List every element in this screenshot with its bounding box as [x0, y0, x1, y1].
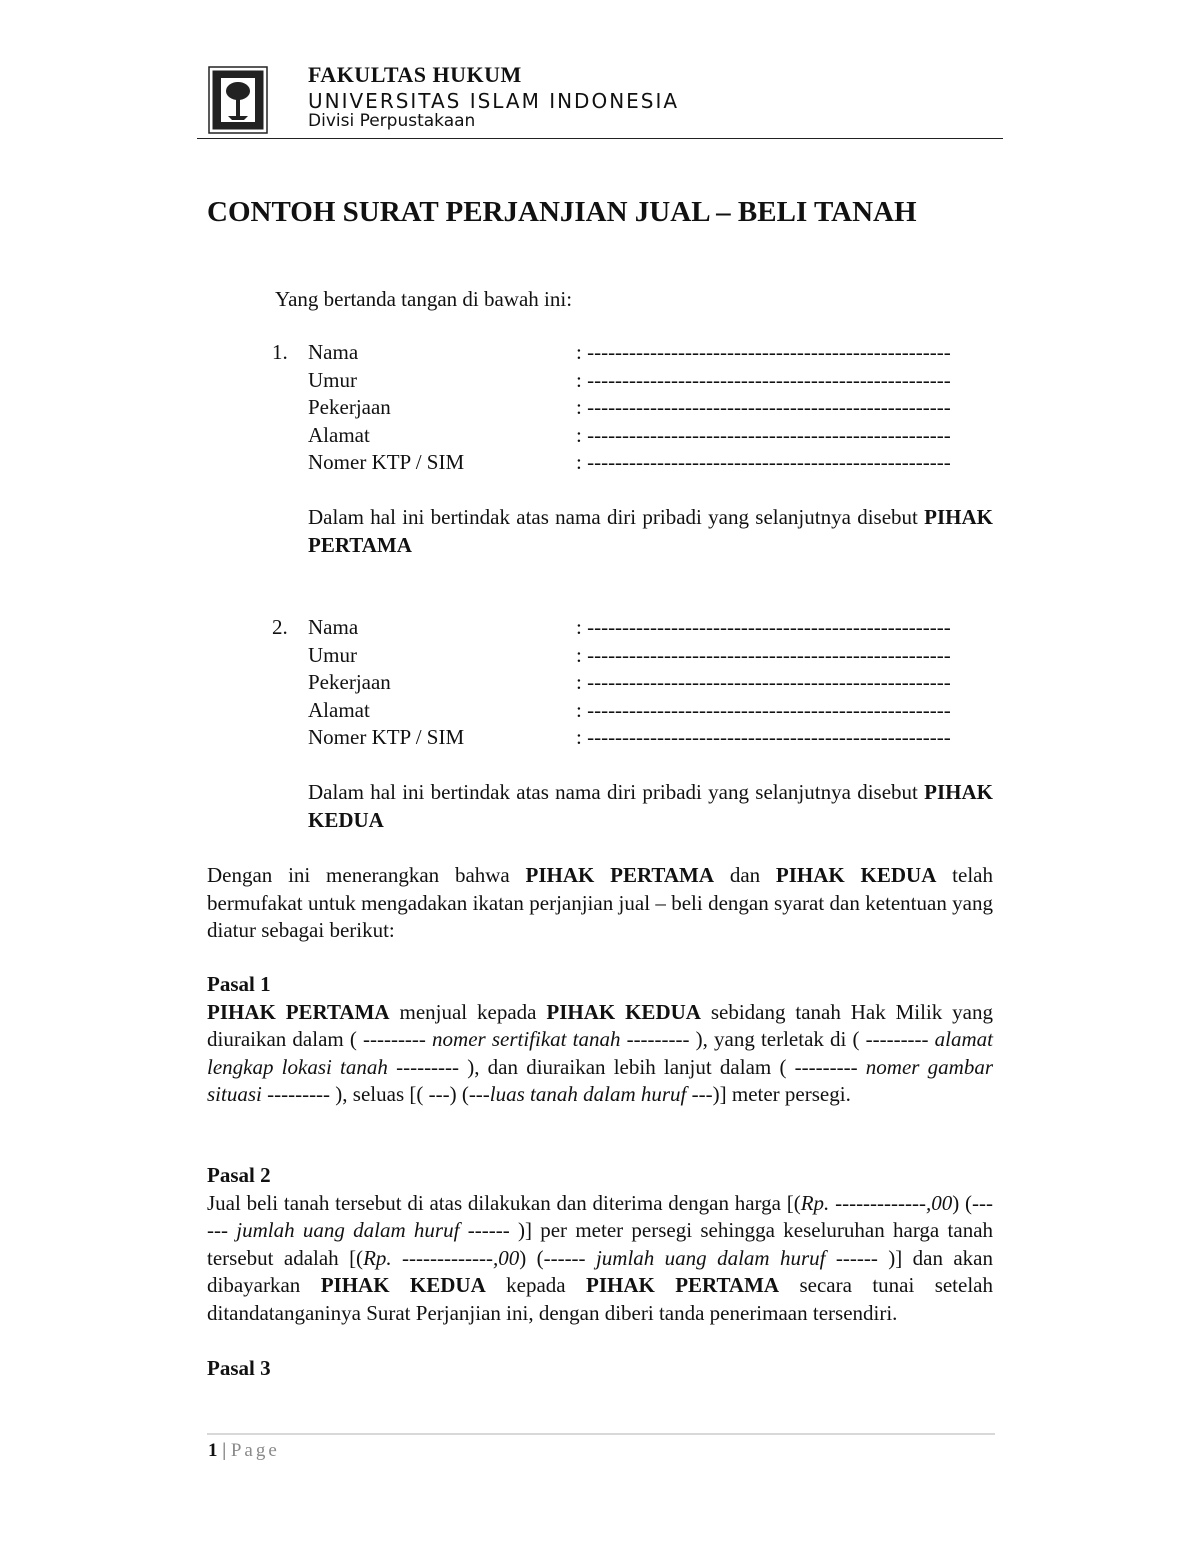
pasal-body — [207, 999, 993, 1109]
faculty-name: FAKULTAS HUKUM — [308, 62, 522, 87]
party-description-text: Dalam hal ini bertindak atas nama diri pribadi yang selanjutnya disebut — [308, 505, 925, 529]
field-label: Pekerjaan — [308, 670, 391, 694]
university-seal-logo — [208, 66, 268, 134]
party-description-text: Dalam hal ini bertindak atas nama diri pribadi yang selanjutnya disebut — [308, 780, 925, 804]
party-designation: PIHAK PERTAMA — [308, 505, 993, 557]
agreement-statement — [207, 862, 993, 945]
party-number: 2. — [272, 615, 288, 639]
intro-text: Yang bertanda tangan di bawah ini: — [275, 287, 573, 311]
field-blank: : ---------------------------------------------------- — [576, 725, 951, 749]
pasal-text: sebidang tanah Hak Milik yang diuraikan dalam ( --------- — [207, 999, 993, 1051]
letterhead — [308, 64, 679, 130]
pasal-text: secara tunai setelah ditandatanganinya Surat Perjanjian ini, dengan diberi tanda penerimaan tersendiri. — [207, 1273, 993, 1325]
header-divider — [197, 138, 1003, 139]
pasal-text: --------- ), yang terletak di ( --------- — [620, 1027, 935, 1051]
pasal-2-section — [207, 1162, 993, 1327]
placeholder-text: jumlah uang dalam huruf — [236, 1218, 460, 1242]
field-label: Nomer KTP / SIM — [308, 450, 465, 474]
field-label: Alamat — [308, 697, 370, 722]
division-name: Divisi Perpustakaan — [308, 111, 476, 131]
pasal-text: kepada — [485, 1273, 586, 1297]
pasal-heading: Pasal 1 — [207, 972, 271, 996]
pasal-text: ) (------ — [207, 1190, 993, 1242]
party-number: 1. — [272, 340, 288, 364]
placeholder-text: nomer gambar situasi — [207, 1054, 993, 1106]
pasal-text: ---)] meter persegi. — [686, 1082, 851, 1106]
document-title: CONTOH SURAT PERJANJIAN JUAL – BELI TANAH — [207, 196, 917, 228]
party-description — [308, 779, 993, 834]
field-label: Nama — [308, 615, 359, 639]
pasal-body — [207, 1190, 993, 1328]
field-blank: : ---------------------------------------------------- — [576, 450, 951, 474]
page-label: Page — [230, 1440, 280, 1461]
field-blank: : ---------------------------------------------------- — [576, 697, 951, 722]
field-blank: : ---------------------------------------------------- — [576, 395, 951, 419]
pasal-text: ) (------ — [519, 1245, 596, 1270]
page-footer — [208, 1440, 280, 1462]
placeholder-text: luas tanah dalam huruf — [489, 1082, 687, 1106]
placeholder-text: jumlah uang dalam huruf — [595, 1245, 826, 1270]
statement-text: telah bermufakat untuk mengadakan ikatan perjanjian jual – beli dengan syarat dan ketentuan yang diatur sebagai berikut: — [207, 863, 993, 942]
page-number: 1 — [208, 1440, 218, 1461]
field-blank: : ---------------------------------------------------- — [576, 422, 951, 447]
pasal-heading: Pasal 2 — [207, 1163, 271, 1187]
pasal-3-section — [207, 1355, 993, 1383]
pasal-1-section — [207, 971, 993, 1109]
pasal-text: ------ )] per meter persegi sehingga keseluruhan harga tanah tersebut adalah [( — [207, 1218, 994, 1270]
field-label: Nama — [308, 340, 359, 364]
statement-text: Dengan ini menerangkan bahwa — [207, 863, 526, 887]
field-label: Umur — [308, 367, 357, 392]
university-name: UNIVERSITAS ISLAM INDONESIA — [308, 89, 680, 113]
field-blank: : ---------------------------------------------------- — [576, 642, 951, 667]
footer-divider — [207, 1433, 995, 1435]
statement-text: dan — [714, 863, 776, 887]
field-blank: : ---------------------------------------------------- — [576, 615, 951, 639]
party-designation: PIHAK KEDUA — [308, 780, 993, 832]
page-separator: | — [222, 1440, 227, 1461]
party-designation: PIHAK PERTAMA — [586, 1273, 780, 1297]
placeholder-text: Rp. -------------,00 — [800, 1190, 953, 1215]
pasal-text: menjual kepada — [389, 999, 547, 1024]
field-label: Umur — [308, 642, 357, 667]
placeholder-text: alamat lengkap lokasi tanah — [207, 1027, 994, 1079]
party-description — [308, 504, 993, 559]
pasal-text: --------- ), dan diuraikan lebih lanjut dalam ( --------- — [387, 1054, 866, 1079]
placeholder-text: Rp. -------------,00 — [363, 1245, 520, 1270]
party-designation: PIHAK KEDUA — [546, 999, 701, 1024]
party-designation: PIHAK KEDUA — [775, 863, 937, 887]
field-label: Pekerjaan — [308, 395, 391, 419]
pasal-text: ------ )] dan akan dibayarkan — [207, 1245, 993, 1297]
pasal-heading: Pasal 3 — [207, 1356, 271, 1380]
placeholder-text: nomer sertifikat tanah — [432, 1027, 621, 1051]
field-label: Nomer KTP / SIM — [308, 725, 465, 749]
party-designation: PIHAK KEDUA — [320, 1273, 486, 1297]
pasal-text: --------- ), seluas [( ---) (--- — [261, 1082, 490, 1106]
party-designation: PIHAK PERTAMA — [207, 999, 390, 1024]
field-blank: : ---------------------------------------------------- — [576, 670, 951, 694]
pasal-text: Jual beli tanah tersebut di atas dilakukan dan diterima dengan harga [( — [207, 1190, 801, 1215]
field-label: Alamat — [308, 422, 370, 447]
field-blank: : ---------------------------------------------------- — [576, 367, 951, 392]
field-blank: : ---------------------------------------------------- — [576, 340, 951, 364]
party-designation: PIHAK PERTAMA — [525, 863, 715, 887]
